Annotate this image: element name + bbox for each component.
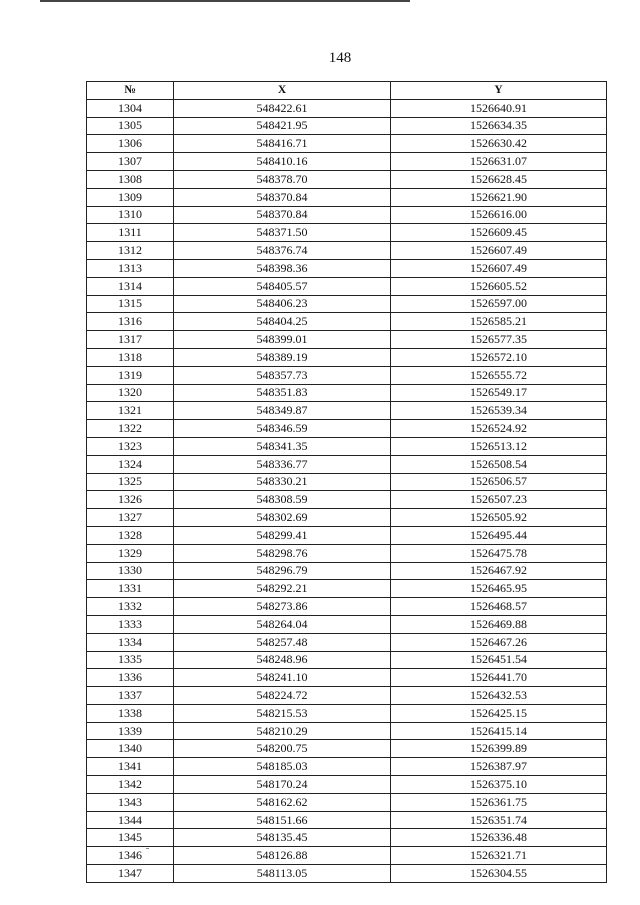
table-row [87, 295, 607, 313]
cell-y: 1526621.90 [391, 188, 607, 206]
cell-number: 1311 [87, 224, 174, 242]
cell-x: 548330.21 [174, 473, 391, 491]
table-row [87, 331, 607, 349]
cell-x: 548410.16 [174, 153, 391, 171]
cell-y: 1526336.48 [391, 829, 607, 847]
cell-x: 548299.41 [174, 526, 391, 544]
cell-number: 1333 [87, 615, 174, 633]
page-number: 148 [328, 50, 352, 66]
scan-mark [146, 848, 149, 849]
table-row [87, 633, 607, 651]
cell-x: 548162.62 [174, 793, 391, 811]
cell-number: 1341 [87, 758, 174, 776]
cell-y: 1526451.54 [391, 651, 607, 669]
cell-number: 1319 [87, 366, 174, 384]
cell-y: 1526375.10 [391, 776, 607, 794]
cell-y: 1526609.45 [391, 224, 607, 242]
cell-y: 1526597.00 [391, 295, 607, 313]
cell-number: 1308 [87, 170, 174, 188]
cell-y: 1526415.14 [391, 722, 607, 740]
cell-number: 1340 [87, 740, 174, 758]
cell-x: 548151.66 [174, 811, 391, 829]
cell-x: 548224.72 [174, 687, 391, 705]
cell-y: 1526468.57 [391, 598, 607, 616]
cell-number: 1307 [87, 153, 174, 171]
cell-number: 1332 [87, 598, 174, 616]
cell-x: 548399.01 [174, 331, 391, 349]
table-row [87, 473, 607, 491]
cell-y: 1526634.35 [391, 117, 607, 135]
table-row [87, 99, 607, 117]
cell-number: 1347 [87, 865, 174, 883]
cell-number: 1317 [87, 331, 174, 349]
cell-number: 1322 [87, 420, 174, 438]
cell-y: 1526495.44 [391, 526, 607, 544]
cell-number: 1346 [87, 847, 174, 865]
table-row [87, 384, 607, 402]
cell-number: 1334 [87, 633, 174, 651]
table-row [87, 598, 607, 616]
table-row [87, 242, 607, 260]
cell-y: 1526607.49 [391, 259, 607, 277]
cell-y: 1526505.92 [391, 509, 607, 527]
cell-y: 1526475.78 [391, 544, 607, 562]
table-row [87, 366, 607, 384]
cell-number: 1313 [87, 259, 174, 277]
table-row [87, 526, 607, 544]
cell-number: 1326 [87, 491, 174, 509]
cell-number: 1339 [87, 722, 174, 740]
cell-number: 1327 [87, 509, 174, 527]
cell-number: 1315 [87, 295, 174, 313]
cell-y: 1526607.49 [391, 242, 607, 260]
cell-number: 1318 [87, 348, 174, 366]
table-row [87, 117, 607, 135]
cell-number: 1343 [87, 793, 174, 811]
cell-number: 1336 [87, 669, 174, 687]
cell-y: 1526577.35 [391, 331, 607, 349]
cell-number: 1306 [87, 135, 174, 153]
table-row [87, 669, 607, 687]
table-row [87, 651, 607, 669]
cell-x: 548135.45 [174, 829, 391, 847]
cell-y: 1526513.12 [391, 437, 607, 455]
table-row [87, 562, 607, 580]
cell-number: 1314 [87, 277, 174, 295]
cell-number: 1316 [87, 313, 174, 331]
cell-number: 1344 [87, 811, 174, 829]
cell-x: 548422.61 [174, 99, 391, 117]
cell-y: 1526399.89 [391, 740, 607, 758]
cell-x: 548378.70 [174, 170, 391, 188]
cell-y: 1526465.95 [391, 580, 607, 598]
cell-number: 1304 [87, 99, 174, 117]
cell-x: 548341.35 [174, 437, 391, 455]
table-row [87, 704, 607, 722]
table-row [87, 402, 607, 420]
cell-x: 548185.03 [174, 758, 391, 776]
cell-x: 548302.69 [174, 509, 391, 527]
table-row [87, 259, 607, 277]
cell-y: 1526351.74 [391, 811, 607, 829]
cell-number: 1320 [87, 384, 174, 402]
cell-y: 1526506.57 [391, 473, 607, 491]
cell-x: 548200.75 [174, 740, 391, 758]
cell-x: 548405.57 [174, 277, 391, 295]
cell-y: 1526585.21 [391, 313, 607, 331]
cell-y: 1526640.91 [391, 99, 607, 117]
table-row [87, 544, 607, 562]
cell-number: 1329 [87, 544, 174, 562]
table-row [87, 420, 607, 438]
table-row [87, 687, 607, 705]
cell-number: 1345 [87, 829, 174, 847]
header-y: Y [391, 82, 607, 100]
top-rule [40, 0, 410, 2]
cell-x: 548398.36 [174, 259, 391, 277]
table-row [87, 793, 607, 811]
table-row [87, 206, 607, 224]
cell-x: 548215.53 [174, 704, 391, 722]
table-row [87, 722, 607, 740]
table-row [87, 153, 607, 171]
cell-y: 1526507.23 [391, 491, 607, 509]
cell-x: 548349.87 [174, 402, 391, 420]
table-row [87, 491, 607, 509]
table-row [87, 811, 607, 829]
table-row [87, 847, 607, 865]
cell-x: 548296.79 [174, 562, 391, 580]
cell-number: 1328 [87, 526, 174, 544]
cell-y: 1526304.55 [391, 865, 607, 883]
cell-y: 1526572.10 [391, 348, 607, 366]
table-row [87, 580, 607, 598]
cell-x: 548370.84 [174, 188, 391, 206]
table-row [87, 348, 607, 366]
cell-y: 1526539.34 [391, 402, 607, 420]
cell-x: 548308.59 [174, 491, 391, 509]
table-row [87, 829, 607, 847]
cell-x: 548421.95 [174, 117, 391, 135]
cell-x: 548371.50 [174, 224, 391, 242]
cell-x: 548357.73 [174, 366, 391, 384]
cell-x: 548210.29 [174, 722, 391, 740]
cell-y: 1526467.92 [391, 562, 607, 580]
cell-x: 548404.25 [174, 313, 391, 331]
cell-number: 1310 [87, 206, 174, 224]
cell-number: 1324 [87, 455, 174, 473]
cell-x: 548370.84 [174, 206, 391, 224]
cell-y: 1526508.54 [391, 455, 607, 473]
table-row [87, 313, 607, 331]
cell-y: 1526432.53 [391, 687, 607, 705]
cell-number: 1335 [87, 651, 174, 669]
cell-y: 1526524.92 [391, 420, 607, 438]
cell-number: 1338 [87, 704, 174, 722]
cell-x: 548336.77 [174, 455, 391, 473]
cell-x: 548273.86 [174, 598, 391, 616]
header-x: X [174, 82, 391, 100]
table-row [87, 758, 607, 776]
table-row [87, 615, 607, 633]
cell-y: 1526467.26 [391, 633, 607, 651]
cell-number: 1325 [87, 473, 174, 491]
cell-x: 548298.76 [174, 544, 391, 562]
cell-x: 548241.10 [174, 669, 391, 687]
cell-x: 548126.88 [174, 847, 391, 865]
table-row [87, 437, 607, 455]
cell-x: 548346.59 [174, 420, 391, 438]
cell-number: 1309 [87, 188, 174, 206]
table-row [87, 865, 607, 883]
cell-x: 548170.24 [174, 776, 391, 794]
cell-y: 1526631.07 [391, 153, 607, 171]
cell-x: 548257.48 [174, 633, 391, 651]
cell-y: 1526605.52 [391, 277, 607, 295]
cell-x: 548389.19 [174, 348, 391, 366]
cell-number: 1330 [87, 562, 174, 580]
table-row [87, 188, 607, 206]
table-row [87, 740, 607, 758]
cell-number: 1312 [87, 242, 174, 260]
table-row [87, 277, 607, 295]
cell-y: 1526441.70 [391, 669, 607, 687]
cell-number: 1321 [87, 402, 174, 420]
table-row [87, 509, 607, 527]
cell-x: 548376.74 [174, 242, 391, 260]
cell-x: 548264.04 [174, 615, 391, 633]
cell-x: 548351.83 [174, 384, 391, 402]
cell-y: 1526630.42 [391, 135, 607, 153]
cell-number: 1305 [87, 117, 174, 135]
table-body [87, 99, 607, 882]
cell-y: 1526616.00 [391, 206, 607, 224]
table-row [87, 776, 607, 794]
cell-y: 1526628.45 [391, 170, 607, 188]
table-row [87, 135, 607, 153]
cell-y: 1526555.72 [391, 366, 607, 384]
table-row [87, 170, 607, 188]
cell-y: 1526361.75 [391, 793, 607, 811]
cell-x: 548292.21 [174, 580, 391, 598]
coordinates-table [86, 81, 607, 883]
cell-y: 1526387.97 [391, 758, 607, 776]
cell-number: 1331 [87, 580, 174, 598]
table-header-row [87, 82, 607, 100]
table-row [87, 224, 607, 242]
cell-number: 1323 [87, 437, 174, 455]
cell-number: 1342 [87, 776, 174, 794]
cell-y: 1526469.88 [391, 615, 607, 633]
cell-x: 548406.23 [174, 295, 391, 313]
cell-y: 1526549.17 [391, 384, 607, 402]
header-number: № [87, 82, 174, 100]
cell-y: 1526321.71 [391, 847, 607, 865]
table-row [87, 455, 607, 473]
cell-x: 548113.05 [174, 865, 391, 883]
cell-x: 548248.96 [174, 651, 391, 669]
cell-y: 1526425.15 [391, 704, 607, 722]
cell-x: 548416.71 [174, 135, 391, 153]
cell-number: 1337 [87, 687, 174, 705]
